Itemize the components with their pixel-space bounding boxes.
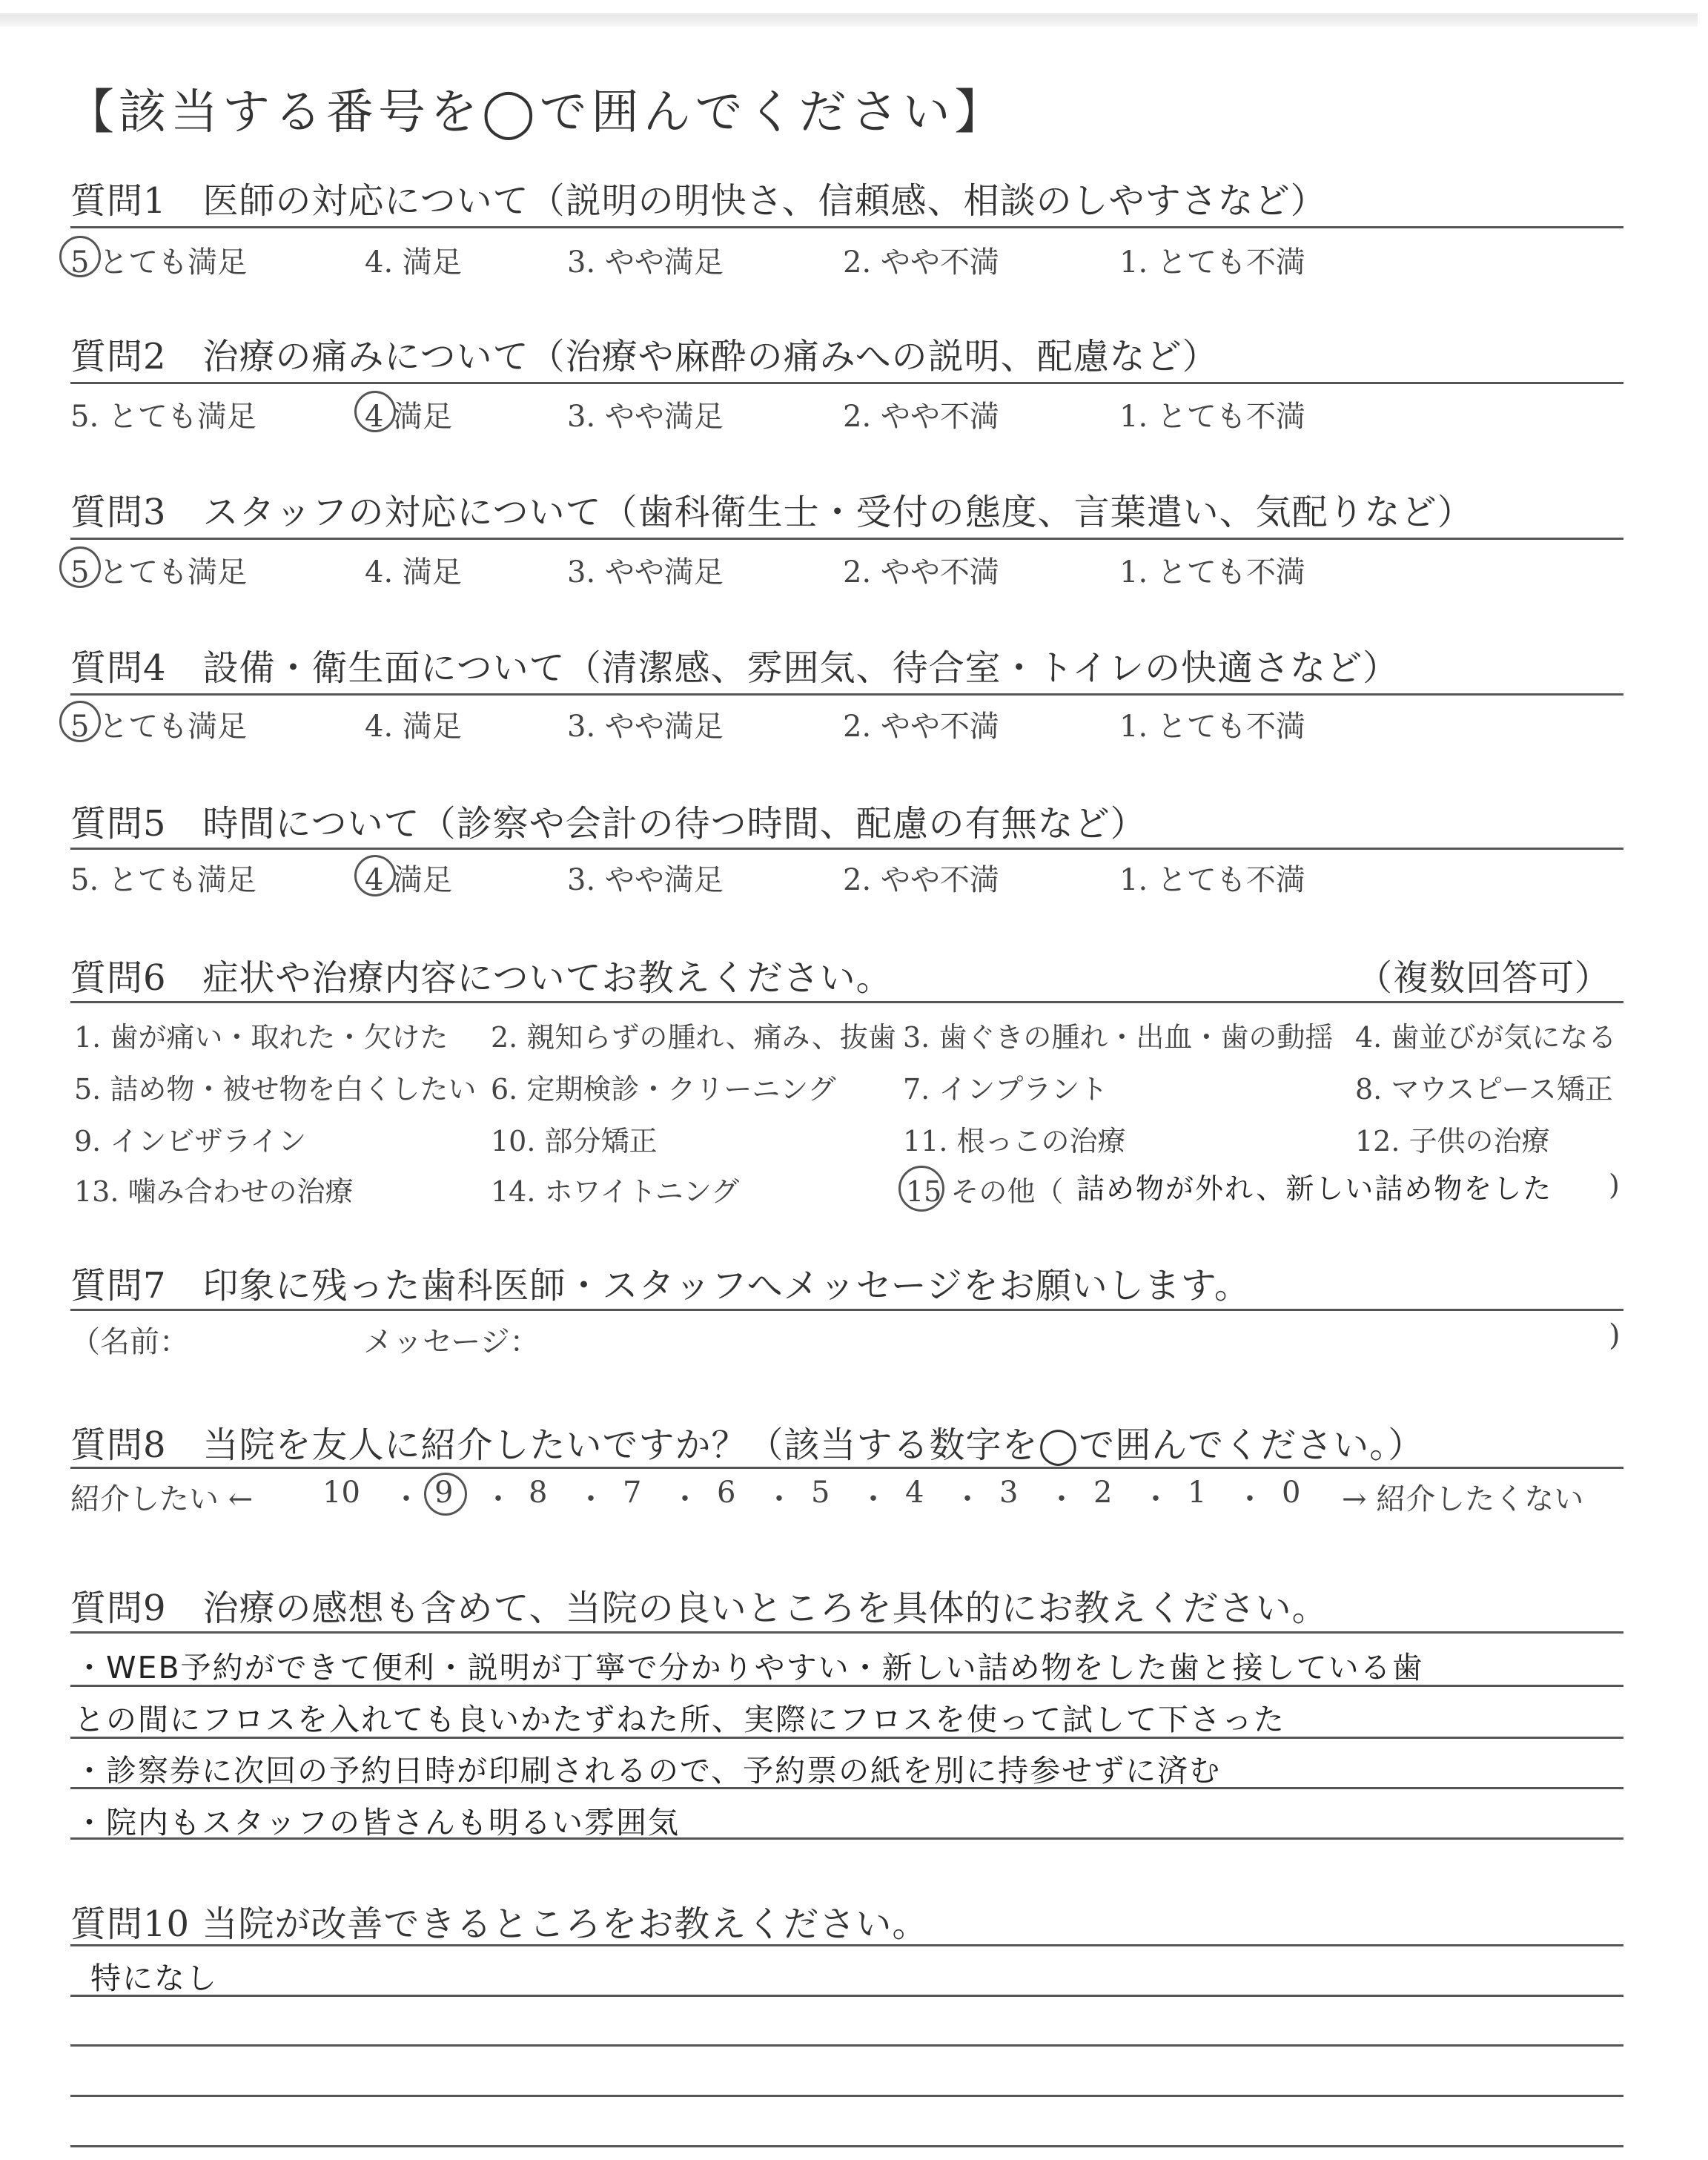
q3-option-2[interactable]: 2. やや不満 [843, 555, 999, 589]
q10-answer[interactable]: 特になし [90, 1961, 218, 1996]
divider [70, 226, 1623, 228]
divider [70, 1944, 1623, 1946]
page-title: 【該当する番号を◯で囲んでください】 [67, 85, 1007, 140]
q8-dot: ・ [576, 1482, 606, 1516]
q6-item-4[interactable]: 4. 歯並びが気になる [1355, 1021, 1617, 1054]
q8-score-1[interactable]: 1 [1188, 1476, 1207, 1510]
q1-option-2[interactable]: 2. やや不満 [843, 245, 999, 280]
q6-other-close: ) [1609, 1169, 1620, 1201]
q1-option-4[interactable]: 4. 満足 [365, 245, 462, 280]
divider [70, 1467, 1623, 1469]
q8-score-7[interactable]: 7 [623, 1476, 642, 1510]
q8-score-3[interactable]: 3 [999, 1476, 1019, 1510]
question-8-title: 質問8 当院を友人に紹介したいですか？（該当する数字を◯で囲んでください。） [70, 1424, 1425, 1466]
question-9-title: 質問9 治療の感想も含めて、当院の良いところを具体的にお教えください。 [70, 1588, 1328, 1629]
q1-option-3[interactable]: 3. やや満足 [567, 245, 724, 280]
q3-option-4[interactable]: 4. 満足 [365, 555, 462, 589]
q7-name-label: （名前： [70, 1325, 189, 1359]
question-2-title: 質問2 治療の痛みについて（治療や麻酔の痛みへの説明、配慮など） [70, 336, 1219, 377]
q6-other-answer[interactable]: 詰め物が外れ、新しい詰め物をした [1076, 1172, 1553, 1205]
q6-item-13[interactable]: 13. 噛み合わせの治療 [74, 1175, 354, 1208]
q8-left-label: 紹介したい ← [70, 1482, 254, 1516]
q3-option-1[interactable]: 1. とても不満 [1119, 555, 1305, 589]
q6-item-11[interactable]: 11. 根っこの治療 [903, 1125, 1126, 1157]
divider [70, 1631, 1623, 1634]
q1-option-5[interactable]: 5 とても満足 [70, 245, 248, 280]
divider [70, 1309, 1623, 1311]
divider [70, 1001, 1623, 1003]
q8-score-9[interactable]: 9 [434, 1476, 454, 1510]
q6-item-7[interactable]: 7. インプラント [903, 1073, 1108, 1106]
q8-score-2[interactable]: 2 [1093, 1476, 1113, 1510]
q4-option-5[interactable]: 5 とても満足 [70, 710, 248, 744]
q5-option-1[interactable]: 1. とても不満 [1119, 863, 1305, 897]
answer-line [70, 1685, 1623, 1687]
answer-line [70, 1995, 1623, 1997]
answer-line [70, 2044, 1623, 2047]
q6-item-9[interactable]: 9. インビザライン [74, 1125, 307, 1157]
q7-close: ) [1609, 1318, 1621, 1353]
q8-dot: ・ [1047, 1482, 1076, 1516]
q4-option-3[interactable]: 3. やや満足 [567, 710, 724, 744]
question-1-title: 質問1 医師の対応について（説明の明快さ、信頼感、相談のしやすさなど） [70, 180, 1327, 222]
q6-item-3[interactable]: 3. 歯ぐきの腫れ・出血・歯の動揺 [903, 1021, 1334, 1054]
q6-item-14[interactable]: 14. ホワイトニング [491, 1175, 740, 1208]
q8-dot: ・ [1235, 1482, 1265, 1516]
q8-dot: ・ [483, 1482, 513, 1516]
question-4-title: 質問4 設備・衛生面について（清潔感、雰囲気、待合室・トイレの快適さなど） [70, 647, 1400, 689]
q2-option-2[interactable]: 2. やや不満 [843, 400, 999, 434]
q2-option-3[interactable]: 3. やや満足 [567, 400, 724, 434]
question-6-title: 質問6 症状や治療内容についてお教えください。 [70, 957, 893, 999]
answer-line [70, 1837, 1623, 1840]
q9-answer-line[interactable]: ・診察券に次回の予約日時が印刷されるので、予約票の紙を別に持参せずに済む [74, 1753, 1222, 1789]
q9-answer-line[interactable]: ・WEB予約ができて便利・説明が丁寧で分かりやすい・新しい詰め物をした歯と接している歯 [74, 1650, 1424, 1685]
q6-item-12[interactable]: 12. 子供の治療 [1355, 1125, 1550, 1157]
q9-answer-line[interactable]: との間にフロスを入れても良いかたずねた所、実際にフロスを使って試して下さった [74, 1702, 1285, 1737]
q6-item-15[interactable]: 15 その他（ [906, 1175, 1064, 1208]
multiple-answer-note: （複数回答可） [1357, 957, 1612, 999]
answer-line [70, 2145, 1623, 2147]
question-5-title: 質問5 時間について（診察や会計の待つ時間、配慮の有無など） [70, 803, 1147, 845]
q3-option-5[interactable]: 5 とても満足 [70, 555, 248, 589]
q8-dot: ・ [670, 1482, 700, 1516]
q9-answer-line[interactable]: ・院内もスタッフの皆さんも明るい雰囲気 [74, 1805, 680, 1840]
q6-item-6[interactable]: 6. 定期検診・クリーニング [491, 1073, 836, 1106]
divider [70, 693, 1623, 696]
answer-line [70, 1787, 1623, 1789]
q8-score-0[interactable]: 0 [1282, 1476, 1301, 1510]
q1-option-1[interactable]: 1. とても不満 [1119, 245, 1305, 280]
q5-option-5[interactable]: 5. とても満足 [70, 863, 256, 897]
q8-dot: ・ [1141, 1482, 1171, 1516]
q5-option-3[interactable]: 3. やや満足 [567, 863, 724, 897]
q8-dot: ・ [764, 1482, 794, 1516]
q6-item-8[interactable]: 8. マウスピース矯正 [1355, 1073, 1613, 1106]
q6-item-1[interactable]: 1. 歯が痛い・取れた・欠けた [74, 1021, 448, 1054]
q8-score-8[interactable]: 8 [529, 1476, 548, 1510]
q3-option-3[interactable]: 3. やや満足 [567, 555, 724, 589]
divider [70, 538, 1623, 540]
question-10-title: 質問10 当院が改善できるところをお教えください。 [70, 1903, 929, 1945]
q4-option-1[interactable]: 1. とても不満 [1119, 710, 1305, 744]
q4-option-4[interactable]: 4. 満足 [365, 710, 462, 744]
q2-option-1[interactable]: 1. とても不満 [1119, 400, 1305, 434]
q8-right-label: → 紹介したくない [1342, 1482, 1584, 1516]
q7-message-label: メッセージ： [363, 1325, 540, 1359]
divider [70, 848, 1623, 850]
q8-dot: ・ [953, 1482, 982, 1516]
scan-edge [0, 13, 1698, 27]
q5-option-4[interactable]: 4 満足 [365, 863, 453, 897]
question-3-title: 質問3 スタッフの対応について（歯科衛生士・受付の態度、言葉遣い、気配りなど） [70, 492, 1474, 533]
divider [70, 382, 1623, 384]
q2-option-5[interactable]: 5. とても満足 [70, 400, 256, 434]
q5-option-2[interactable]: 2. やや不満 [843, 863, 999, 897]
q8-dot: ・ [391, 1482, 421, 1516]
q4-option-2[interactable]: 2. やや不満 [843, 710, 999, 744]
q2-option-4[interactable]: 4 満足 [365, 400, 453, 434]
q6-item-5[interactable]: 5. 詰め物・被せ物を白くしたい [74, 1073, 477, 1106]
answer-line [70, 2095, 1623, 2097]
q8-dot: ・ [858, 1482, 888, 1516]
question-7-title: 質問7 印象に残った歯科医師・スタッフへメッセージをお願いします。 [70, 1265, 1251, 1307]
q6-item-10[interactable]: 10. 部分矯正 [491, 1125, 658, 1157]
answer-line [70, 1737, 1623, 1739]
q8-score-4[interactable]: 4 [905, 1476, 924, 1510]
q8-score-5[interactable]: 5 [811, 1476, 830, 1510]
q8-score-10[interactable]: 10 [322, 1476, 360, 1510]
q6-item-2[interactable]: 2. 親知らずの腫れ、痛み、抜歯 [491, 1021, 896, 1054]
q8-score-6[interactable]: 6 [717, 1476, 736, 1510]
